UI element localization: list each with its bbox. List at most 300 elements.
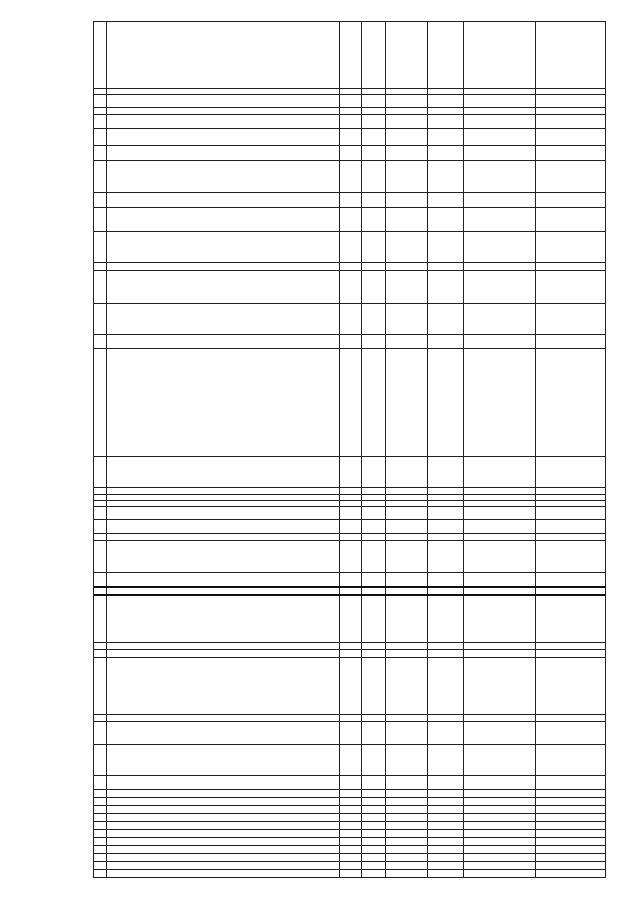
cell-target-article-code bbox=[386, 862, 428, 870]
cell-section-code bbox=[340, 650, 362, 658]
cell-amount-year-2 bbox=[536, 193, 606, 208]
cell-description bbox=[107, 541, 340, 573]
cell-target-article-code bbox=[386, 335, 428, 349]
cell-section-code bbox=[340, 488, 362, 495]
cell-description bbox=[107, 208, 340, 232]
table-row bbox=[94, 108, 606, 115]
cell-amount-year-2 bbox=[536, 846, 606, 854]
cell-amount-year-1 bbox=[464, 745, 536, 776]
cell-amount-year-1 bbox=[464, 643, 536, 650]
cell-subsection-code bbox=[362, 488, 386, 495]
cell-target-article-code bbox=[386, 814, 428, 822]
cell-row-number bbox=[94, 798, 107, 806]
cell-subsection-code bbox=[362, 263, 386, 271]
cell-subsection-code bbox=[362, 271, 386, 304]
cell-target-article-code bbox=[386, 349, 428, 457]
cell-target-article-code bbox=[386, 846, 428, 854]
cell-description bbox=[107, 838, 340, 846]
cell-expense-type-code bbox=[428, 271, 464, 304]
cell-row-number bbox=[94, 335, 107, 349]
cell-description bbox=[107, 271, 340, 304]
cell-amount-year-1 bbox=[464, 108, 536, 115]
cell-row-number bbox=[94, 193, 107, 208]
cell-amount-year-1 bbox=[464, 658, 536, 715]
cell-expense-type-code bbox=[428, 643, 464, 650]
cell-description bbox=[107, 534, 340, 541]
cell-subsection-code bbox=[362, 193, 386, 208]
table-row bbox=[94, 595, 606, 643]
cell-row-number bbox=[94, 161, 107, 193]
cell-row-number bbox=[94, 95, 107, 108]
cell-expense-type-code bbox=[428, 776, 464, 790]
cell-subsection-code bbox=[362, 349, 386, 457]
cell-description bbox=[107, 806, 340, 814]
cell-subsection-code bbox=[362, 722, 386, 745]
cell-row-number bbox=[94, 349, 107, 457]
cell-section-code bbox=[340, 658, 362, 715]
cell-target-article-code bbox=[386, 520, 428, 534]
cell-description bbox=[107, 232, 340, 263]
cell-amount-year-1 bbox=[464, 722, 536, 745]
cell-row-number bbox=[94, 776, 107, 790]
cell-description bbox=[107, 822, 340, 830]
cell-amount-year-2 bbox=[536, 304, 606, 335]
cell-row-number bbox=[94, 715, 107, 722]
cell-section-code bbox=[340, 161, 362, 193]
cell-expense-type-code bbox=[428, 488, 464, 495]
cell-section-code bbox=[340, 208, 362, 232]
cell-expense-type-code bbox=[428, 95, 464, 108]
cell-row-number bbox=[94, 838, 107, 846]
cell-amount-year-2 bbox=[536, 722, 606, 745]
cell-expense-type-code bbox=[428, 263, 464, 271]
cell-section-code bbox=[340, 862, 362, 870]
cell-expense-type-code bbox=[428, 520, 464, 534]
cell-expense-type-code bbox=[428, 870, 464, 878]
cell-amount-year-2 bbox=[536, 115, 606, 129]
cell-expense-type-code bbox=[428, 595, 464, 643]
cell-amount-year-1 bbox=[464, 595, 536, 643]
cell-description bbox=[107, 520, 340, 534]
cell-description bbox=[107, 573, 340, 587]
cell-row-number bbox=[94, 722, 107, 745]
cell-description bbox=[107, 814, 340, 822]
cell-expense-type-code bbox=[428, 846, 464, 854]
cell-section-code bbox=[340, 115, 362, 129]
cell-subsection-code bbox=[362, 573, 386, 587]
cell-target-article-code bbox=[386, 870, 428, 878]
cell-amount-year-1 bbox=[464, 854, 536, 862]
cell-row-number bbox=[94, 146, 107, 161]
cell-description bbox=[107, 790, 340, 798]
cell-expense-type-code bbox=[428, 115, 464, 129]
cell-section-code bbox=[340, 573, 362, 587]
cell-section-code bbox=[340, 643, 362, 650]
cell-amount-year-1 bbox=[464, 457, 536, 488]
cell-description bbox=[107, 488, 340, 495]
cell-description bbox=[107, 146, 340, 161]
cell-target-article-code bbox=[386, 658, 428, 715]
cell-target-article-code bbox=[386, 854, 428, 862]
header-annual-amount-year-1 bbox=[464, 22, 536, 89]
cell-target-article-code bbox=[386, 263, 428, 271]
cell-amount-year-1 bbox=[464, 488, 536, 495]
cell-target-article-code bbox=[386, 643, 428, 650]
table-row bbox=[94, 722, 606, 745]
cell-row-number bbox=[94, 814, 107, 822]
cell-amount-year-1 bbox=[464, 814, 536, 822]
cell-amount-year-2 bbox=[536, 208, 606, 232]
cell-target-article-code bbox=[386, 776, 428, 790]
cell-amount-year-2 bbox=[536, 507, 606, 520]
cell-amount-year-1 bbox=[464, 304, 536, 335]
cell-section-code bbox=[340, 95, 362, 108]
cell-description bbox=[107, 108, 340, 115]
cell-target-article-code bbox=[386, 161, 428, 193]
cell-amount-year-2 bbox=[536, 830, 606, 838]
cell-section-code bbox=[340, 146, 362, 161]
cell-subsection-code bbox=[362, 507, 386, 520]
cell-description bbox=[107, 798, 340, 806]
cell-target-article-code bbox=[386, 146, 428, 161]
table-row bbox=[94, 146, 606, 161]
cell-description bbox=[107, 595, 340, 643]
cell-expense-type-code bbox=[428, 457, 464, 488]
cell-subsection-code bbox=[362, 870, 386, 878]
cell-expense-type-code bbox=[428, 715, 464, 722]
cell-description bbox=[107, 457, 340, 488]
cell-section-code bbox=[340, 830, 362, 838]
cell-amount-year-1 bbox=[464, 263, 536, 271]
cell-target-article-code bbox=[386, 822, 428, 830]
table-body bbox=[94, 95, 606, 878]
table-row bbox=[94, 95, 606, 108]
table-row bbox=[94, 520, 606, 534]
cell-subsection-code bbox=[362, 595, 386, 643]
cell-target-article-code bbox=[386, 488, 428, 495]
budget-table bbox=[93, 21, 606, 878]
cell-expense-type-code bbox=[428, 146, 464, 161]
cell-amount-year-1 bbox=[464, 870, 536, 878]
table-row bbox=[94, 534, 606, 541]
header-row-number bbox=[94, 22, 107, 89]
cell-amount-year-2 bbox=[536, 488, 606, 495]
table-row bbox=[94, 790, 606, 798]
cell-section-code bbox=[340, 335, 362, 349]
cell-subsection-code bbox=[362, 643, 386, 650]
table-row bbox=[94, 193, 606, 208]
cell-target-article-code bbox=[386, 115, 428, 129]
cell-expense-type-code bbox=[428, 790, 464, 798]
cell-subsection-code bbox=[362, 846, 386, 854]
cell-expense-type-code bbox=[428, 830, 464, 838]
cell-amount-year-2 bbox=[536, 854, 606, 862]
cell-target-article-code bbox=[386, 208, 428, 232]
cell-section-code bbox=[340, 722, 362, 745]
table-row bbox=[94, 846, 606, 854]
cell-target-article-code bbox=[386, 457, 428, 488]
cell-amount-year-1 bbox=[464, 349, 536, 457]
cell-section-code bbox=[340, 520, 362, 534]
table-row bbox=[94, 814, 606, 822]
cell-row-number bbox=[94, 263, 107, 271]
cell-amount-year-2 bbox=[536, 129, 606, 146]
cell-amount-year-2 bbox=[536, 658, 606, 715]
cell-amount-year-1 bbox=[464, 271, 536, 304]
cell-target-article-code bbox=[386, 507, 428, 520]
cell-amount-year-2 bbox=[536, 349, 606, 457]
cell-expense-type-code bbox=[428, 862, 464, 870]
cell-section-code bbox=[340, 870, 362, 878]
cell-subsection-code bbox=[362, 161, 386, 193]
cell-amount-year-2 bbox=[536, 650, 606, 658]
cell-section-code bbox=[340, 263, 362, 271]
cell-subsection-code bbox=[362, 520, 386, 534]
cell-target-article-code bbox=[386, 798, 428, 806]
cell-description bbox=[107, 722, 340, 745]
cell-section-code bbox=[340, 507, 362, 520]
cell-amount-year-1 bbox=[464, 115, 536, 129]
header-row bbox=[94, 22, 606, 89]
cell-amount-year-1 bbox=[464, 146, 536, 161]
cell-row-number bbox=[94, 457, 107, 488]
cell-target-article-code bbox=[386, 587, 428, 595]
cell-description bbox=[107, 193, 340, 208]
table-row bbox=[94, 161, 606, 193]
cell-description bbox=[107, 830, 340, 838]
cell-amount-year-1 bbox=[464, 193, 536, 208]
cell-row-number bbox=[94, 595, 107, 643]
table-row bbox=[94, 507, 606, 520]
cell-amount-year-2 bbox=[536, 520, 606, 534]
cell-amount-year-1 bbox=[464, 129, 536, 146]
cell-subsection-code bbox=[362, 146, 386, 161]
cell-description bbox=[107, 715, 340, 722]
cell-description bbox=[107, 650, 340, 658]
cell-subsection-code bbox=[362, 541, 386, 573]
cell-amount-year-2 bbox=[536, 232, 606, 263]
cell-subsection-code bbox=[362, 822, 386, 830]
cell-expense-type-code bbox=[428, 335, 464, 349]
cell-amount-year-2 bbox=[536, 790, 606, 798]
cell-amount-year-2 bbox=[536, 862, 606, 870]
header-section bbox=[340, 22, 362, 89]
cell-amount-year-2 bbox=[536, 643, 606, 650]
cell-amount-year-1 bbox=[464, 573, 536, 587]
cell-section-code bbox=[340, 806, 362, 814]
cell-expense-type-code bbox=[428, 208, 464, 232]
cell-target-article-code bbox=[386, 715, 428, 722]
cell-amount-year-1 bbox=[464, 541, 536, 573]
table-row bbox=[94, 854, 606, 862]
cell-subsection-code bbox=[362, 208, 386, 232]
cell-amount-year-1 bbox=[464, 335, 536, 349]
cell-row-number bbox=[94, 846, 107, 854]
cell-amount-year-1 bbox=[464, 650, 536, 658]
cell-section-code bbox=[340, 232, 362, 263]
cell-amount-year-1 bbox=[464, 715, 536, 722]
cell-expense-type-code bbox=[428, 798, 464, 806]
cell-target-article-code bbox=[386, 790, 428, 798]
cell-amount-year-2 bbox=[536, 587, 606, 595]
cell-row-number bbox=[94, 806, 107, 814]
cell-description bbox=[107, 846, 340, 854]
cell-amount-year-1 bbox=[464, 776, 536, 790]
cell-subsection-code bbox=[362, 304, 386, 335]
cell-description bbox=[107, 349, 340, 457]
table-row bbox=[94, 745, 606, 776]
cell-amount-year-1 bbox=[464, 830, 536, 838]
cell-expense-type-code bbox=[428, 854, 464, 862]
cell-description bbox=[107, 335, 340, 349]
cell-target-article-code bbox=[386, 534, 428, 541]
table-row bbox=[94, 798, 606, 806]
cell-section-code bbox=[340, 349, 362, 457]
cell-amount-year-1 bbox=[464, 95, 536, 108]
cell-target-article-code bbox=[386, 722, 428, 745]
table-row bbox=[94, 822, 606, 830]
cell-expense-type-code bbox=[428, 587, 464, 595]
cell-amount-year-2 bbox=[536, 146, 606, 161]
cell-amount-year-2 bbox=[536, 271, 606, 304]
cell-row-number bbox=[94, 304, 107, 335]
cell-amount-year-1 bbox=[464, 838, 536, 846]
cell-section-code bbox=[340, 541, 362, 573]
table-header bbox=[94, 22, 606, 95]
cell-subsection-code bbox=[362, 115, 386, 129]
cell-section-code bbox=[340, 838, 362, 846]
table-row bbox=[94, 349, 606, 457]
cell-row-number bbox=[94, 520, 107, 534]
cell-amount-year-2 bbox=[536, 870, 606, 878]
cell-section-code bbox=[340, 193, 362, 208]
cell-section-code bbox=[340, 776, 362, 790]
header-description bbox=[107, 22, 340, 89]
cell-amount-year-2 bbox=[536, 806, 606, 814]
table-row bbox=[94, 457, 606, 488]
cell-subsection-code bbox=[362, 830, 386, 838]
cell-section-code bbox=[340, 745, 362, 776]
cell-subsection-code bbox=[362, 745, 386, 776]
table-row bbox=[94, 488, 606, 495]
cell-amount-year-1 bbox=[464, 790, 536, 798]
cell-amount-year-1 bbox=[464, 862, 536, 870]
cell-amount-year-1 bbox=[464, 806, 536, 814]
cell-row-number bbox=[94, 854, 107, 862]
cell-amount-year-2 bbox=[536, 715, 606, 722]
cell-amount-year-1 bbox=[464, 798, 536, 806]
cell-section-code bbox=[340, 822, 362, 830]
cell-row-number bbox=[94, 541, 107, 573]
cell-subsection-code bbox=[362, 587, 386, 595]
cell-amount-year-1 bbox=[464, 587, 536, 595]
cell-row-number bbox=[94, 573, 107, 587]
cell-expense-type-code bbox=[428, 349, 464, 457]
table-row bbox=[94, 263, 606, 271]
table-row bbox=[94, 776, 606, 790]
cell-amount-year-2 bbox=[536, 335, 606, 349]
cell-row-number bbox=[94, 129, 107, 146]
cell-description bbox=[107, 862, 340, 870]
cell-amount-year-2 bbox=[536, 573, 606, 587]
cell-description bbox=[107, 870, 340, 878]
cell-amount-year-1 bbox=[464, 232, 536, 263]
cell-expense-type-code bbox=[428, 304, 464, 335]
cell-section-code bbox=[340, 814, 362, 822]
cell-row-number bbox=[94, 650, 107, 658]
cell-subsection-code bbox=[362, 776, 386, 790]
cell-amount-year-2 bbox=[536, 534, 606, 541]
cell-section-code bbox=[340, 595, 362, 643]
cell-subsection-code bbox=[362, 232, 386, 263]
table-row bbox=[94, 304, 606, 335]
cell-section-code bbox=[340, 108, 362, 115]
cell-target-article-code bbox=[386, 838, 428, 846]
cell-row-number bbox=[94, 790, 107, 798]
cell-amount-year-2 bbox=[536, 798, 606, 806]
cell-section-code bbox=[340, 304, 362, 335]
cell-amount-year-1 bbox=[464, 822, 536, 830]
cell-subsection-code bbox=[362, 108, 386, 115]
cell-target-article-code bbox=[386, 129, 428, 146]
cell-description bbox=[107, 263, 340, 271]
cell-description bbox=[107, 658, 340, 715]
cell-description bbox=[107, 854, 340, 862]
cell-row-number bbox=[94, 534, 107, 541]
cell-subsection-code bbox=[362, 457, 386, 488]
cell-section-code bbox=[340, 846, 362, 854]
cell-row-number bbox=[94, 830, 107, 838]
cell-amount-year-2 bbox=[536, 776, 606, 790]
cell-amount-year-2 bbox=[536, 745, 606, 776]
cell-expense-type-code bbox=[428, 745, 464, 776]
cell-section-code bbox=[340, 790, 362, 798]
cell-row-number bbox=[94, 822, 107, 830]
cell-target-article-code bbox=[386, 573, 428, 587]
header-target-article bbox=[386, 22, 428, 89]
cell-row-number bbox=[94, 587, 107, 595]
cell-expense-type-code bbox=[428, 814, 464, 822]
cell-amount-year-1 bbox=[464, 520, 536, 534]
cell-subsection-code bbox=[362, 806, 386, 814]
table-row bbox=[94, 232, 606, 263]
table-row bbox=[94, 335, 606, 349]
cell-expense-type-code bbox=[428, 193, 464, 208]
cell-target-article-code bbox=[386, 193, 428, 208]
cell-amount-year-2 bbox=[536, 161, 606, 193]
table-row bbox=[94, 271, 606, 304]
table-row bbox=[94, 715, 606, 722]
cell-section-code bbox=[340, 587, 362, 595]
cell-target-article-code bbox=[386, 271, 428, 304]
table-row bbox=[94, 862, 606, 870]
table-row bbox=[94, 658, 606, 715]
cell-amount-year-1 bbox=[464, 846, 536, 854]
cell-section-code bbox=[340, 457, 362, 488]
cell-expense-type-code bbox=[428, 507, 464, 520]
cell-amount-year-2 bbox=[536, 263, 606, 271]
cell-target-article-code bbox=[386, 541, 428, 573]
cell-expense-type-code bbox=[428, 161, 464, 193]
cell-subsection-code bbox=[362, 95, 386, 108]
cell-row-number bbox=[94, 643, 107, 650]
cell-target-article-code bbox=[386, 745, 428, 776]
cell-subsection-code bbox=[362, 862, 386, 870]
cell-subsection-code bbox=[362, 814, 386, 822]
cell-amount-year-1 bbox=[464, 161, 536, 193]
cell-row-number bbox=[94, 208, 107, 232]
cell-subsection-code bbox=[362, 650, 386, 658]
